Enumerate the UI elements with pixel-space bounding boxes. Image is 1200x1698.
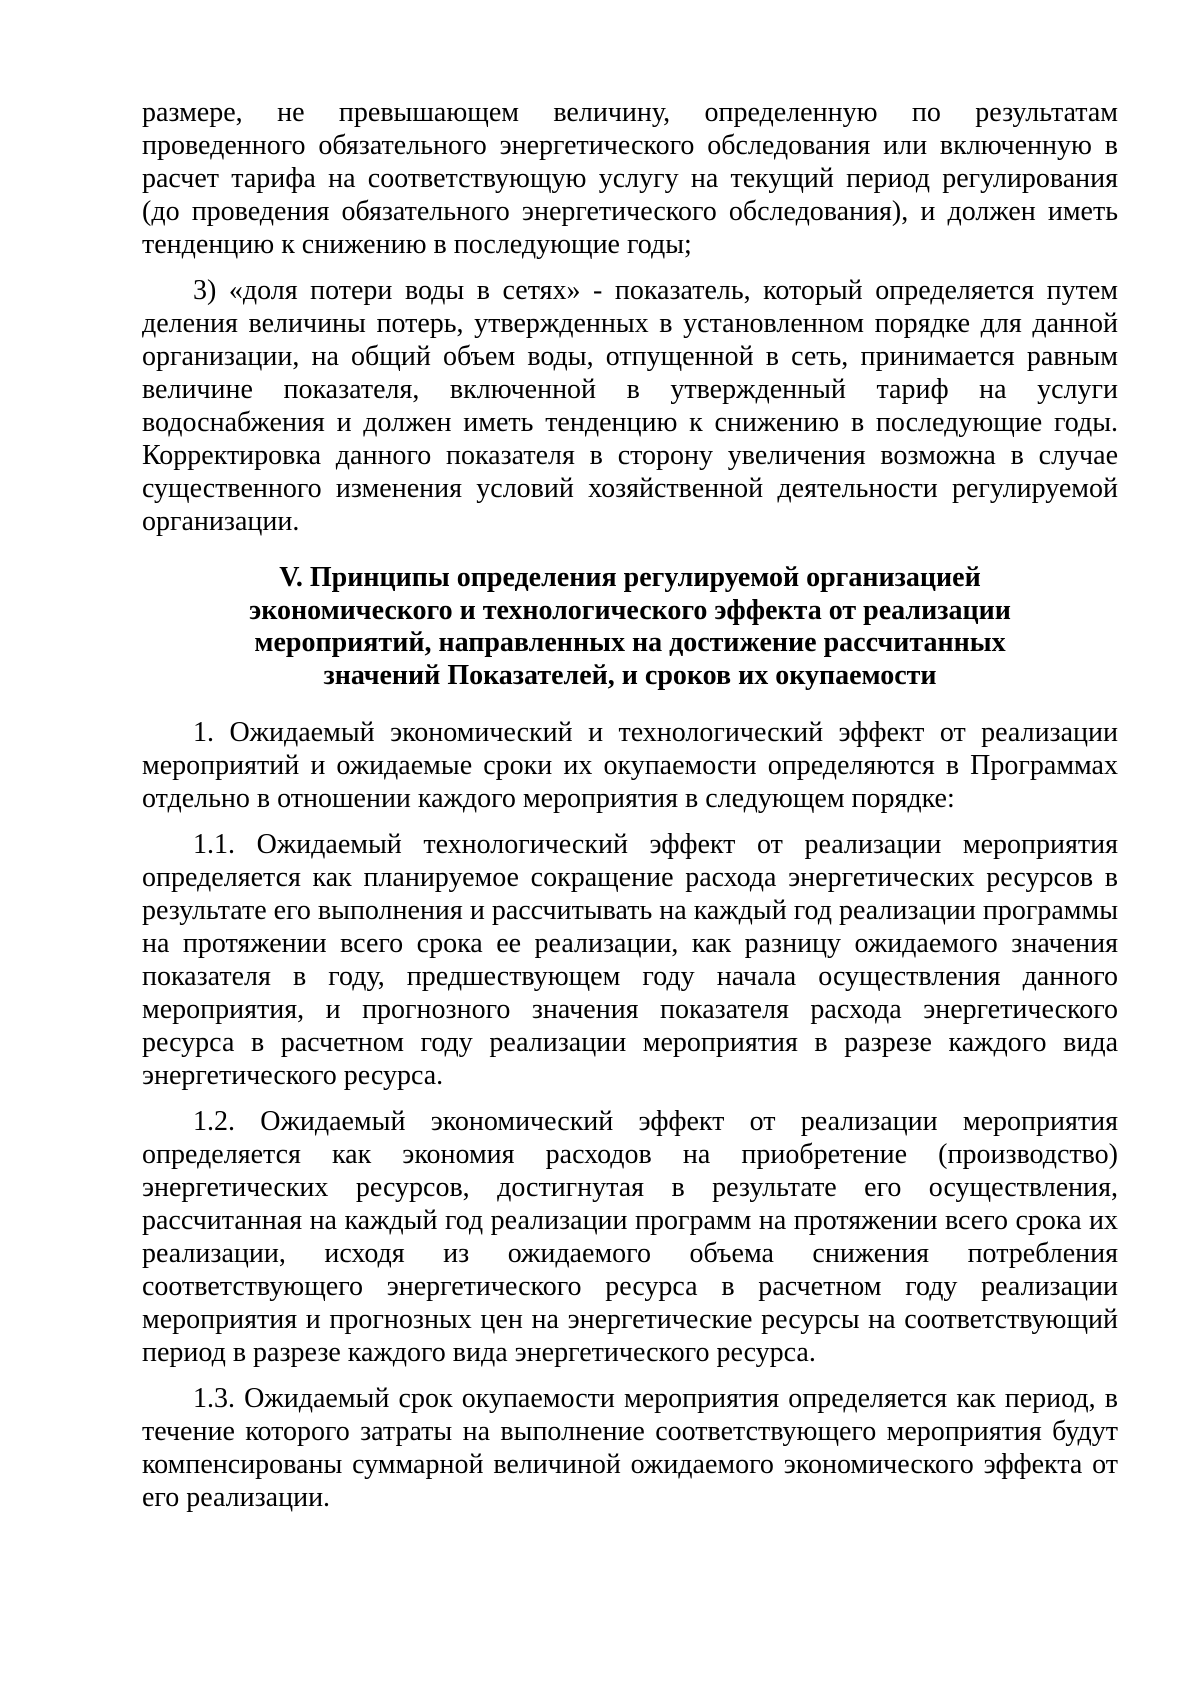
paragraph-1-2: 1.2. Ожидаемый экономический эффект от реализации мероприятия определяется как экономия расходов на приобретение (производство) энергетических ресурсов, достигнутая в результате его осуществления, рассчитанная на каждый год реализации программ на протяжении всего срока их реализации, исходя из ожидаемого объема снижения потребления соответствующего энергетического ресурса в расчетном году реализации мероприятия и прогнозных цен на энергетические ресурсы на соответствующий период в разрезе каждого вида энергетического ресурса.	[142, 1106, 1118, 1368]
section-heading-line: экономического и технологического эффекта от реализации	[249, 594, 1011, 626]
paragraph-continuation: размере, не превышающем величину, определенную по результатам проведенного обязательного энергетического обследования или включенную в расчет тарифа на соответствующую услугу на текущий период регулирования (до проведения обязательного энергетического обследования), и должен иметь тенденцию к снижению в последующие годы;	[142, 97, 1118, 260]
section-heading-line: мероприятий, направленных на достижение рассчитанных	[254, 627, 1006, 658]
paragraph-item-3: 3) «доля потери воды в сетях» - показатель, который определяется путем деления величины потерь, утвержденных в установленном порядке для данной организации, на общий объем воды, отпущенной в сеть, принимается равным величине показателя, включенной в утвержденный тариф на услуги водоснабжения и должен иметь тенденцию к снижению в последующие годы. Корректировка данного показателя в сторону увеличения возможна в случае существенного изменения условий хозяйственной деятельности регулируемой организации.	[142, 275, 1118, 537]
section-heading	[142, 562, 1118, 692]
paragraph-1-1: 1.1. Ожидаемый технологический эффект от реализации мероприятия определяется как планируемое сокращение расхода энергетических ресурсов в результате его выполнения и рассчитывать на каждый год реализации программы на протяжении всего срока ее реализации, как разницу ожидаемого значения показателя в году, предшествующем году начала осуществления данного мероприятия, и прогнозного значения показателя расхода энергетического ресурса в расчетном году реализации мероприятия в разрезе каждого вида энергетического ресурса.	[142, 829, 1118, 1091]
paragraph-1: 1. Ожидаемый экономический и технологический эффект от реализации мероприятий и ожидаемые сроки их окупаемости определяются в Программах отдельно в отношении каждого мероприятия в следующем порядке:	[142, 717, 1118, 814]
document-body	[142, 96, 1118, 1514]
paragraph-1-3: 1.3. Ожидаемый срок окупаемости мероприятия определяется как период, в течение которого затраты на выполнение соответствующего мероприятия будут компенсированы суммарной величиной ожидаемого экономического эффекта от его реализации.	[142, 1383, 1118, 1513]
section-heading-line: V. Принципы определения регулируемой организацией	[279, 562, 981, 593]
section-heading-line: значений Показателей, и сроков их окупаемости	[323, 659, 937, 691]
